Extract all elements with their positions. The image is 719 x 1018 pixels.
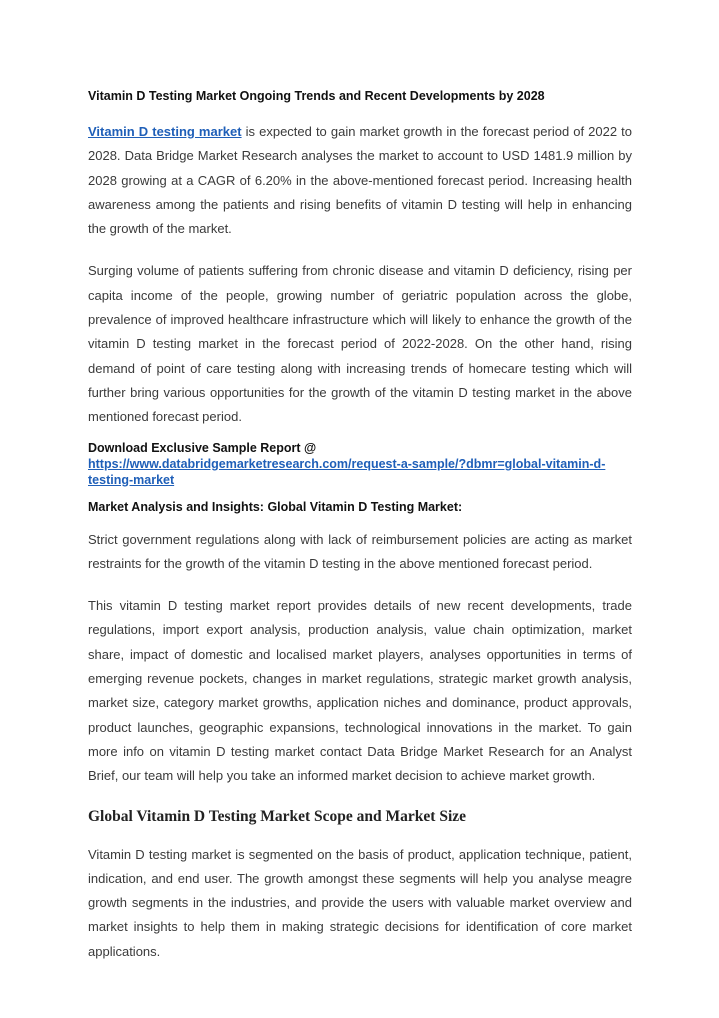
analysis-heading: Market Analysis and Insights: Global Vitamin D Testing Market: (88, 499, 463, 514)
intro-paragraph (88, 120, 632, 241)
document-title: Vitamin D Testing Market Ongoing Trends and Recent Developments by 2028 (88, 89, 545, 103)
sample-report-link[interactable]: https://www.databridgemarketresearch.com/request-a-sample/?dbmr=global-vitamin-d-testing-market (88, 456, 606, 487)
download-label: Download Exclusive Sample Report @ (88, 440, 317, 455)
download-sample-line (88, 440, 632, 488)
document-page (88, 86, 632, 964)
spacer (88, 241, 632, 259)
growth-drivers-paragraph: Surging volume of patients suffering from chronic disease and vitamin D deficiency, rising per capita income of the people, growing number of geriatric population across the globe, prevalence of improved healthcare infrastructure which will likely to enhance the growth of the vitamin D testing market in the forecast period of 2022-2028. On the other hand, rising demand of point of care testing along with increasing trends of homecare testing which will further bring various opportunities for the growth of the vitamin D testing market in the above mentioned forecast period. (88, 263, 632, 425)
segmentation-paragraph: Vitamin D testing market is segmented on the basis of product, application technique, patient, indication, and end user. The growth amongst these segments will help you analyse meagre growth segments in the industries, and provide the users with valuable market overview and market insights to help them in making strategic decisions for identification of core market applications. (88, 846, 632, 959)
vitamin-d-market-link[interactable]: Vitamin D testing market (88, 124, 242, 139)
restraints-paragraph: Strict government regulations along with lack of reimbursement policies are acting as market restraints for the growth of the vitamin D testing in the above mentioned forecast period. (88, 531, 632, 571)
section-heading: Global Vitamin D Testing Market Scope and Market Size (88, 807, 467, 825)
spacer (88, 576, 632, 594)
spacer (88, 430, 632, 440)
intro-text: is expected to gain market growth in the forecast period of 2022 to 2028. Data Bridge Market Research analyses the market to account to USD 1481.9 million by 2028 growing at a CAGR of 6.20% in the above-mentioned forecast period. Increasing health awareness among the patients and rising benefits of vitamin D testing will help in enhancing the growth of the market. (88, 124, 632, 237)
report-details-paragraph: This vitamin D testing market report provides details of new recent developments, trade regulations, import export analysis, production analysis, value chain optimization, market share, impact of domestic and localised market players, analyses opportunities in terms of emerging revenue pockets, changes in market regulations, strategic market growth analysis, market size, category market growths, application niches and dominance, product approvals, product launches, geographic expansions, technological innovations in the market. To gain more info on vitamin D testing market contact Data Bridge Market Research for an Analyst Brief, our team will help you take an informed market decision to achieve market growth. (88, 598, 632, 784)
